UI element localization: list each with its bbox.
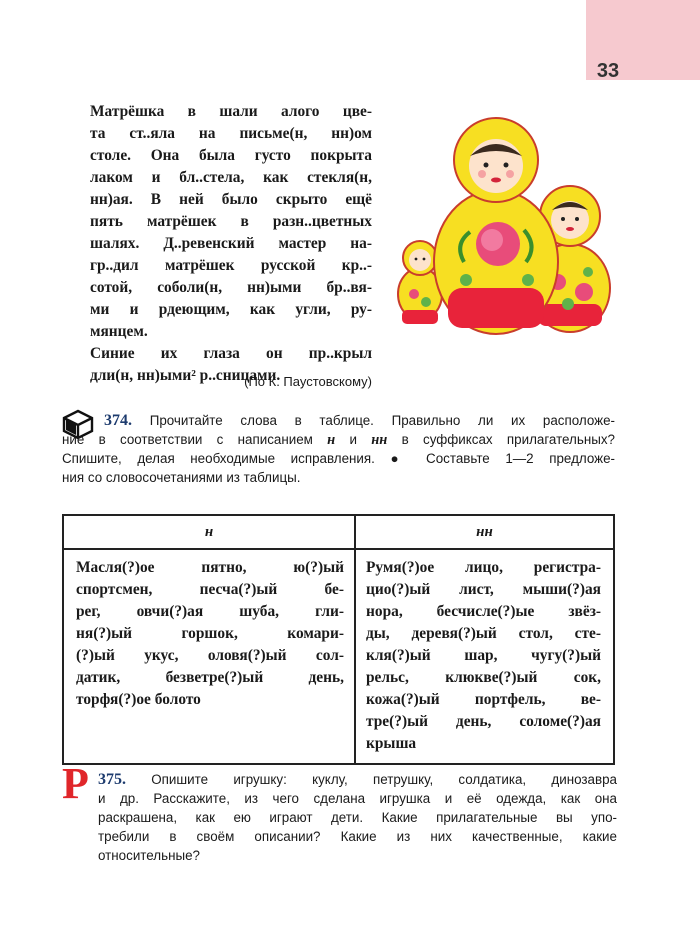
column-header-n: н — [63, 515, 355, 549]
text-line: пять матрёшек в разн..цветных — [90, 213, 372, 230]
task-375-line: требили в своём описании? Какие из них качественные, какие — [98, 829, 617, 844]
dictation-text — [90, 101, 372, 387]
page-number: 33 — [596, 60, 620, 82]
speech-task-marker: Р — [62, 759, 89, 808]
text-line: та ст..яла на письме(н, нн)ом — [90, 125, 372, 142]
task-375-line: и др. Расскажите, из чего сделана игрушка и её одежда, как она — [98, 791, 617, 806]
task-375-line: 375. Опишите игрушку: куклу, петрушку, солдатика, динозавра — [98, 771, 617, 788]
matryoshka-large — [434, 118, 558, 334]
text-line: нн)ая. В ней было скрыто ещё — [90, 191, 372, 208]
task-number: 375. — [98, 771, 126, 788]
matryoshka-illustration — [388, 112, 628, 342]
attribution: (По К. Паустовскому) — [244, 374, 372, 389]
text-line: Матрёшка в шали алого цве- — [90, 103, 372, 120]
table-row — [63, 549, 614, 764]
task-374-line: ние в соответствии с написанием н и нн в суффиксах прилагательных? — [62, 432, 616, 448]
task-375 — [98, 770, 617, 865]
column-header-nn: нн — [355, 515, 614, 549]
task-375-line: относительные? — [98, 848, 200, 863]
text-line: Синие их глаза он пр..крыл — [90, 345, 372, 362]
text-line: шалях. Д..ревенский мастер на- — [90, 235, 372, 252]
text-line: мянцем. — [90, 323, 148, 340]
task-374 — [62, 411, 615, 487]
task-374-line: ния со словосочетаниями из таблицы. — [62, 470, 301, 485]
text-line: гр..дил матрёшек русской кр..- — [90, 257, 372, 274]
words-table — [62, 514, 615, 765]
text-line: сотой, соболи(н, нн)ыми бр..вя- — [90, 279, 372, 296]
task-374-line: 374. Прочитайте слова в таблице. Правильно ли их расположе- — [104, 412, 615, 429]
text-line: столе. Она была густо покрыта — [90, 147, 372, 164]
task-375-line: раскрашена, как ею играют дети. Какие прилагательные вы упо- — [98, 810, 617, 825]
bullet-icon: ● — [390, 451, 411, 466]
text-line: дли(н, нн)ыми² р..сницами. — [90, 367, 281, 384]
cell-nn-words: Румя(?)ое лицо, регистра- цио(?)ый лист, мыши(?)ая нора, бесчисле(?)ые звёз- ды, деревя(?)ый стол, сте- кля(?)ый шар, чугу(?)ый рельс, клюкве(?)ый сок, кожа(?)ый портфель, ве- тре(?)ый день, соломе(?)ая крыша — [355, 549, 614, 764]
task-number: 374. — [104, 412, 132, 429]
table-header-row — [63, 515, 614, 549]
text-line: ми и рдеющим, как угли, ру- — [90, 301, 372, 318]
cell-n-words: Масля(?)ое пятно, ю(?)ый спортсмен, песча(?)ый бе- рег, овчи(?)ая шуба, гли- ня(?)ый горшок, комари- (?)ый укус, оловя(?)ый сол- датик, безветре(?)ый день, торфя(?)ое болото — [63, 549, 355, 764]
text-line: лаком и бл..стела, как стекля(н, — [90, 169, 372, 186]
task-374-line: Спишите, делая необходимые исправления. ● Составьте 1—2 предложе- — [62, 451, 616, 466]
